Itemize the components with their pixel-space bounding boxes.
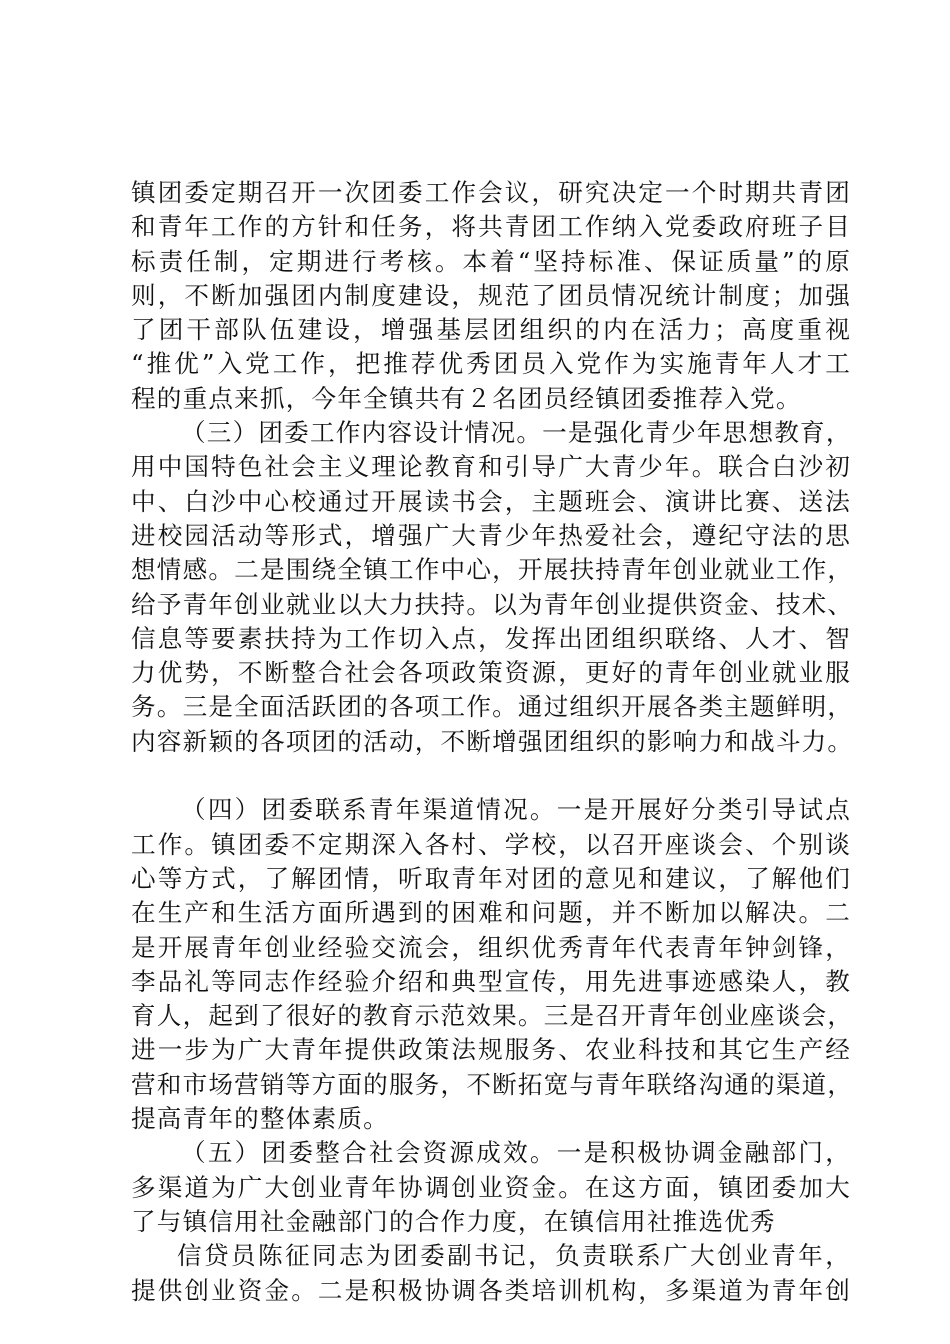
text-line: “推优”入党工作，把推荐优秀团员入党作为实施青年人才工	[131, 349, 851, 379]
text-line: 心等方式，了解团情，听取青年对团的意见和建议，了解他们	[131, 863, 851, 893]
text-line: 进一步为广大青年提供政策法规服务、农业科技和其它生产经	[131, 1035, 851, 1065]
text-line: 信贷员陈征同志为团委副书记，负责联系广大创业青年，	[177, 1241, 851, 1271]
document-body	[131, 176, 854, 1308]
text-line: 信息等要素扶持为工作切入点，发挥出团组织联络、人才、智	[131, 623, 851, 653]
text-line: 镇团委定期召开一次团委工作会议，研究决定一个时期共青团	[131, 178, 851, 207]
text-line: 则，不断加强团内制度建设，规范了团员情况统计制度；加强	[131, 280, 851, 310]
text-line: 想情感。二是围绕全镇工作中心，开展扶持青年创业就业工作，	[131, 555, 854, 585]
text-line: 力优势，不断整合社会各项政策资源，更好的青年创业就业服	[131, 658, 851, 688]
text-line: 标责任制，定期进行考核。本着“坚持标准、保证质量”的原	[131, 246, 851, 276]
text-line: 育人，起到了很好的教育示范效果。三是召开青年创业座谈会，	[131, 1001, 854, 1031]
text-line: 了团干部队伍建设，增强基层团组织的内在活力；高度重视	[131, 315, 851, 345]
section-three-heading-line: （三）团委工作内容设计情况。一是强化青少年思想教育，	[181, 418, 852, 448]
text-line: 用中国特色社会主义理论教育和引导广大青少年。联合白沙初	[131, 452, 851, 482]
text-line: 提供创业资金。二是积极协调各类培训机构，多渠道为青年创	[131, 1275, 851, 1305]
section-five-heading-line: （五）团委整合社会资源成效。一是积极协调金融部门，	[181, 1138, 851, 1168]
text-line: 程的重点来抓，今年全镇共有２名团员经镇团委推荐入党。	[131, 383, 802, 413]
text-line: 内容新颖的各项团的活动，不断增强团组织的影响力和战斗力。	[131, 726, 854, 756]
paragraph-gap	[131, 759, 851, 793]
text-line: 务。三是全面活跃团的各项工作。通过组织开展各类主题鲜明，	[131, 692, 854, 722]
text-line: 了与镇信用社金融部门的合作力度，在镇信用社推选优秀	[131, 1206, 776, 1236]
text-line: 多渠道为广大创业青年协调创业资金。在这方面，镇团委加大	[131, 1172, 851, 1202]
text-line: 给予青年创业就业以大力扶持。以为青年创业提供资金、技术、	[131, 589, 854, 619]
section-four-heading-line: （四）团委联系青年渠道情况。一是开展好分类引导试点	[181, 795, 851, 825]
text-line: 和青年工作的方针和任务，将共青团工作纳入党委政府班子目	[131, 212, 851, 242]
text-line: 营和市场营销等方面的服务，不断拓宽与青年联络沟通的渠道，	[131, 1069, 854, 1099]
text-line: 李品礼等同志作经验介绍和典型宣传，用先进事迹感染人，教	[131, 966, 851, 996]
text-line: 在生产和生活方面所遇到的困难和问题，并不断加以解决。二	[131, 898, 851, 928]
text-line: 中、白沙中心校通过开展读书会，主题班会、演讲比赛、送法	[131, 486, 851, 516]
text-line: 是开展青年创业经验交流会，组织优秀青年代表青年钟剑锋，	[131, 932, 851, 962]
text-line: 提高青年的整体素质。	[131, 1104, 389, 1134]
text-line: 进校园活动等形式，增强广大青少年热爱社会，遵纪守法的思	[131, 520, 851, 550]
text-line: 工作。镇团委不定期深入各村、学校，以召开座谈会、个别谈	[131, 829, 851, 859]
